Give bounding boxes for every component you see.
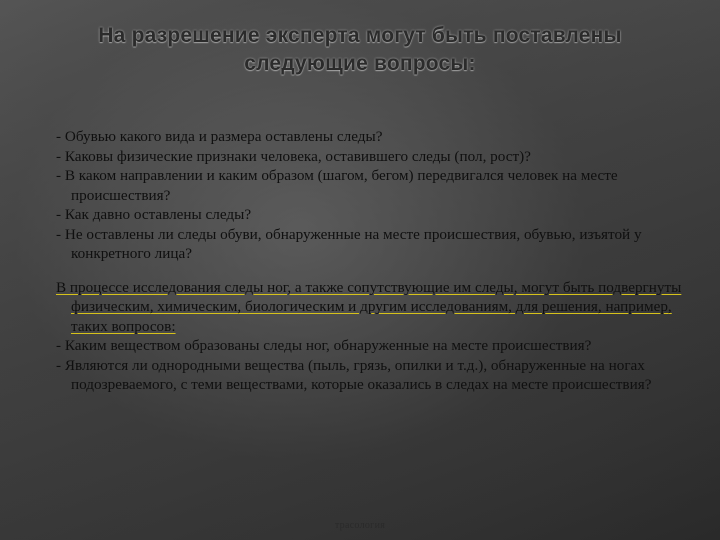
block-spacer: [56, 264, 692, 278]
question-item: - Каковы физические признаки человека, оставившего следы (пол, рост)?: [56, 147, 531, 165]
sub-question-item: - Каким веществом образованы следы ног, обнаруженные на месте происшествия?: [56, 337, 592, 354]
question-item: - Не оставлены ли следы обуви, обнаруженные на месте происшествия, обувью, изъятой у конкретного лица?: [56, 225, 642, 262]
slide-footer: трасология: [334, 520, 386, 531]
questions-list: [56, 127, 692, 264]
slide-body: [56, 127, 692, 395]
sub-question-item: - Являются ли однородными вещества (пыль, грязь, опилки и т.д.), обнаруженные на ногах подозреваемого, с теми веществами, которые оказались в следах на месте происшествия?: [56, 356, 652, 393]
research-intro-paragraph: В процессе исследования следы ног, а также сопутствующие им следы, могут быть подвергнуты физическим, химическим, биологическим и другим исследованиям, для решения, например, таких вопросов:: [56, 278, 682, 335]
question-item: - В каком направлении и каким образом (шагом, бегом) передвигался человек на месте происшествия?: [56, 167, 618, 204]
slide-title-line-2: следующие вопросы:: [244, 52, 476, 75]
research-section: [56, 278, 692, 395]
question-item: - Обувью какого вида и размера оставлены следы?: [56, 128, 383, 145]
slide-title-line-1: На разрешение эксперта могут быть поставлены: [98, 24, 622, 47]
slide-title: [40, 22, 680, 78]
question-item: - Как давно оставлены следы?: [56, 206, 252, 223]
